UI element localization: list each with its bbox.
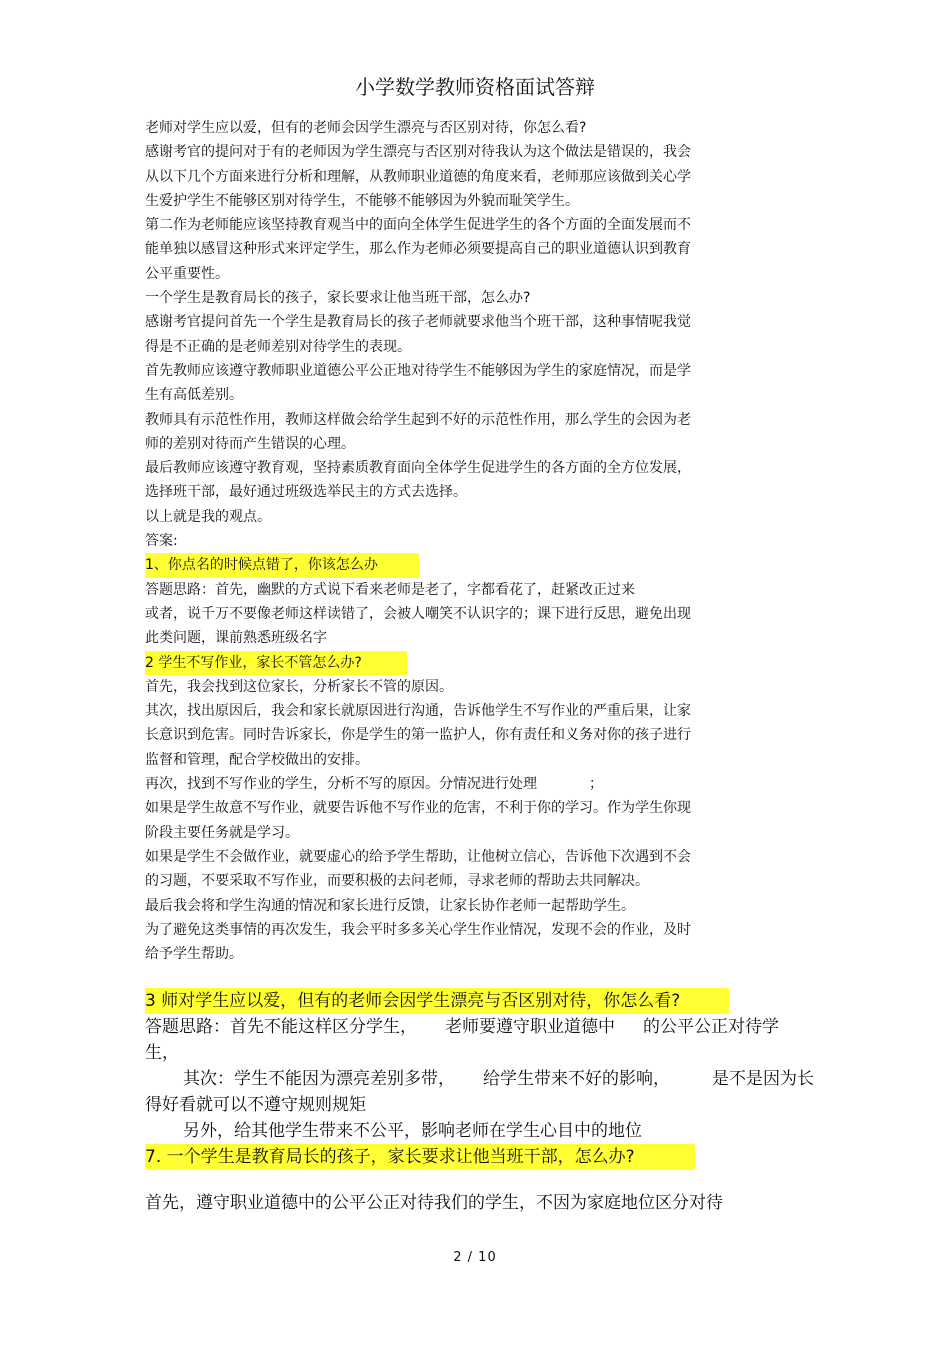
page-number: 2 / 10: [453, 1250, 497, 1265]
answer-line: 第二作为老师能应该坚持教育观当中的面向全体学生促进学生的各个方面的全面发展而不: [145, 217, 691, 234]
answer-line: 生，: [145, 1043, 179, 1063]
document-title: 小学数学教师资格面试答辩: [355, 75, 595, 99]
answer-line: 感谢考官提问首先一个学生是教育局长的孩子老师就要求他当个班干部，这种事情呢我觉: [145, 314, 691, 331]
answer-line: 感谢考官的提问对于有的老师因为学生漂亮与否区别对待我认为这个做法是错误的，我会: [145, 144, 691, 161]
answer-line: 生有高低差别。: [145, 387, 243, 404]
body-text-small: [145, 116, 745, 966]
answer-line: 为了避免这类事情的再次发生，我会平时多多关心学生作业情况，发现不会的作业，及时: [145, 921, 691, 938]
answer-line: 其次，找出原因后，我会和家长就原因进行沟通，告诉他学生不写作业的严重后果，让家: [145, 703, 691, 720]
answer-line: 再次，找到不写作业的学生，分析不写的原因。分情况进行处理: [145, 776, 537, 793]
answer-line: 给予学生帮助。: [145, 946, 243, 963]
semicolon-mark: ；: [589, 776, 603, 793]
answer-line: 答题思路：首先不能这样区分学生，: [145, 1017, 417, 1037]
answer-line: 最后教师应该遵守教育观，坚持素质教育面向全体学生促进学生的各方面的全方位发展，: [145, 460, 691, 477]
answer-line: 选择班干部，最好通过班级选举民主的方式去选择。: [145, 484, 467, 501]
answer-line: 或者，说千万不要像老师这样读错了，会被人嘲笑不认识字的；课下进行反思，避免出现: [145, 605, 691, 622]
question-line: 老师对学生应以爱，但有的老师会因学生漂亮与否区别对待，你怎么看?: [145, 120, 587, 136]
answer-line: 是不是因为长: [712, 1069, 814, 1089]
highlighted-question: 7. 一个学生是教育局长的孩子，家长要求让他当班干部，怎么办?: [145, 1144, 695, 1170]
answer-line: 如果是学生不会做作业，就要虚心的给予学生帮助，让他树立信心，告诉他下次遇到不会: [145, 848, 691, 865]
answer-line: 生爱护学生不能够区别对待学生，不能够不能够因为外貌而耻笑学生。: [145, 192, 579, 209]
answer-line: 监督和管理，配合学校做出的安排。: [145, 751, 369, 768]
answer-line: 另外，给其他学生带来不公平，影响老师在学生心目中的地位: [183, 1121, 642, 1141]
answer-line: 答题思路：首先，幽默的方式说下看来老师是老了，字都看花了，赶紧改正过来: [145, 581, 635, 598]
body-text-large: [145, 988, 814, 1170]
answer-line: 得好看就可以不遵守规则规矩: [145, 1095, 366, 1115]
answer-line: 公平重要性。: [145, 265, 229, 282]
highlighted-question: 1、你点名的时候点错了，你该怎么办: [145, 553, 419, 577]
answer-line: 如果是学生故意不写作业，就要告诉他不写作业的危害，不利于你的学习。作为学生你现: [145, 800, 691, 817]
answer-line: 阶段主要任务就是学习。: [145, 824, 299, 841]
answer-line: 师的差别对待而产生错误的心理。: [145, 435, 355, 452]
answer-line: 此类问题，课前熟悉班级名字: [145, 630, 327, 647]
answer-label: 答案:: [145, 533, 178, 550]
answer-line: 首先，遵守职业道德中的公平公正对待我们的学生，不因为家庭地位区分对待: [145, 1193, 723, 1213]
answer-line: 给学生带来不好的影响，: [483, 1069, 670, 1089]
highlighted-question: 3 师对学生应以爱，但有的老师会因学生漂亮与否区别对待，你怎么看?: [145, 988, 729, 1014]
highlighted-question: 2 学生不写作业，家长不管怎么办?: [145, 651, 407, 675]
answer-line: 能单独以感冒这种形式来评定学生，那么作为老师必须要提高自己的职业道德认识到教育: [145, 241, 691, 258]
answer-line: 教师具有示范性作用，教师这样做会给学生起到不好的示范性作用，那么学生的会因为老: [145, 411, 691, 428]
answer-line: 首先教师应该遵守教师职业道德公平公正地对待学生不能够因为学生的家庭情况，而是学: [145, 362, 691, 379]
answer-line: 老师要遵守职业道德中: [445, 1017, 615, 1037]
answer-line: 以上就是我的观点。: [145, 508, 271, 525]
answer-line: 的习题，不要采取不写作业，而要积极的去问老师，寻求老师的帮助去共同解决。: [145, 873, 649, 890]
answer-line: 首先，我会找到这位家长，分析家长不管的原因。: [145, 678, 453, 695]
answer-line: 长意识到危害。同时告诉家长，你是学生的第一监护人，你有责任和义务对你的孩子进行: [145, 727, 691, 744]
answer-line: 从以下几个方面来进行分析和理解，从教师职业道德的角度来看，老师那应该做到关心学: [145, 168, 691, 185]
answer-line: 其次：学生不能因为漂亮差别多带，: [183, 1069, 455, 1089]
question-line: 一个学生是教育局长的孩子，家长要求让他当班干部，怎么办?: [145, 290, 531, 307]
answer-line: 的公平公正对待学: [643, 1017, 779, 1037]
answer-line: 得是不正确的是老师差别对待学生的表现。: [145, 338, 411, 355]
answer-line: 最后我会将和学生沟通的情况和家长进行反馈，让家长协作老师一起帮助学生。: [145, 897, 635, 914]
